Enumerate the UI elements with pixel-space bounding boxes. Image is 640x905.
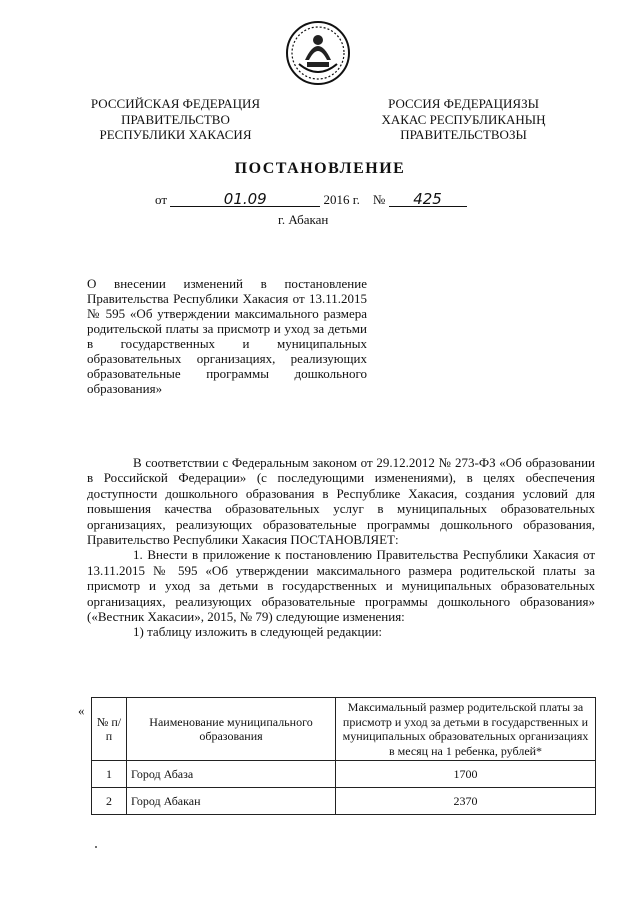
row-municipality: Город Абакан (127, 788, 336, 815)
date-prefix: от (155, 192, 168, 207)
table-open-quote: « (78, 703, 85, 718)
header-left-block (68, 96, 283, 143)
date-year: 2016 г. (323, 192, 360, 207)
document-title: ПОСТАНОВЛЕНИЕ (234, 160, 406, 177)
header-right-line-3: ПРАВИТЕЛЬСТВОЗЫ (400, 127, 527, 142)
row-fee: 2370 (336, 788, 596, 815)
body-paragraph-1: В соответствии с Федеральным законом от 29.12.2012 № 273-ФЗ «Об образовании в Российской Федерации» (с последующими изменениями), в целях обеспечения доступности дошкольного образования в Республике Хакасия, создания условий для повышения качества образовательных услуг в муниципальных образовательных организациях, реализующих образовательные программы дошкольного образования, Правительство Республики Хакасия ПОСТАНОВЛЯЕТ: (87, 455, 595, 548)
city-name: г. Абакан (278, 212, 329, 227)
table-row (92, 788, 596, 815)
body-paragraph-3: 1) таблицу изложить в следующей редакции: (133, 624, 383, 640)
number-handwritten: 425 (389, 192, 467, 207)
rates-table (91, 697, 596, 815)
row-municipality: Город Абаза (127, 761, 336, 788)
header-max-fee: Максимальный размер родительской платы за присмотр и уход за детьми в государственных и муниципальных образовательных организациях в месяц на 1 ребенка, рублей* (336, 698, 596, 761)
header-right-block (356, 96, 571, 143)
header-left-line-3: РЕСПУБЛИКИ ХАКАСИЯ (99, 127, 252, 142)
row-number: 2 (92, 788, 127, 815)
subject-block (87, 276, 367, 396)
body-text (87, 455, 595, 640)
header-right-line-2: ХАКАС РЕСПУБЛИКАНЫҢ (381, 111, 546, 127)
row-number: 1 (92, 761, 127, 788)
header-municipality: Наименование муниципального образования (127, 698, 336, 761)
header-right-line-1: РОССИЯ ФЕДЕРАЦИЯЗЫ (388, 96, 539, 111)
date-number-line (155, 192, 467, 208)
header-left-line-2: ПРАВИТЕЛЬСТВО (121, 111, 230, 127)
body-paragraph-2: 1. Внести в приложение к постановлению Правительства Республики Хакасия от 13.11.2015 № 595 «Об утверждении максимального размера родительской платы за присмотр и уход за детьми в государственных и муниципальных образовательных организациях, реализующих образовательные программы дошкольного образования» («Вестник Хакасии», 2015, № 79) следующие изменения: (87, 547, 595, 625)
table-row (92, 761, 596, 788)
number-sign: № (372, 192, 386, 207)
scan-speck (95, 846, 97, 848)
date-handwritten: 01.09 (170, 192, 320, 207)
header-number: № п/п (92, 698, 127, 761)
row-fee: 1700 (336, 761, 596, 788)
header-left-line-1: РОССИЙСКАЯ ФЕДЕРАЦИЯ (90, 96, 261, 111)
coat-of-arms-emblem (285, 20, 351, 86)
subject-text: О внесении изменений в постановление Правительства Республики Хакасия от 13.11.2015 № 595 «Об утверждении максимального размера родительской платы за присмотр и уход за детьми в государственных и муниципальных образовательных организациях, реализующих образовательные программы дошкольного образования» (87, 276, 367, 396)
table-header-row (92, 698, 596, 761)
